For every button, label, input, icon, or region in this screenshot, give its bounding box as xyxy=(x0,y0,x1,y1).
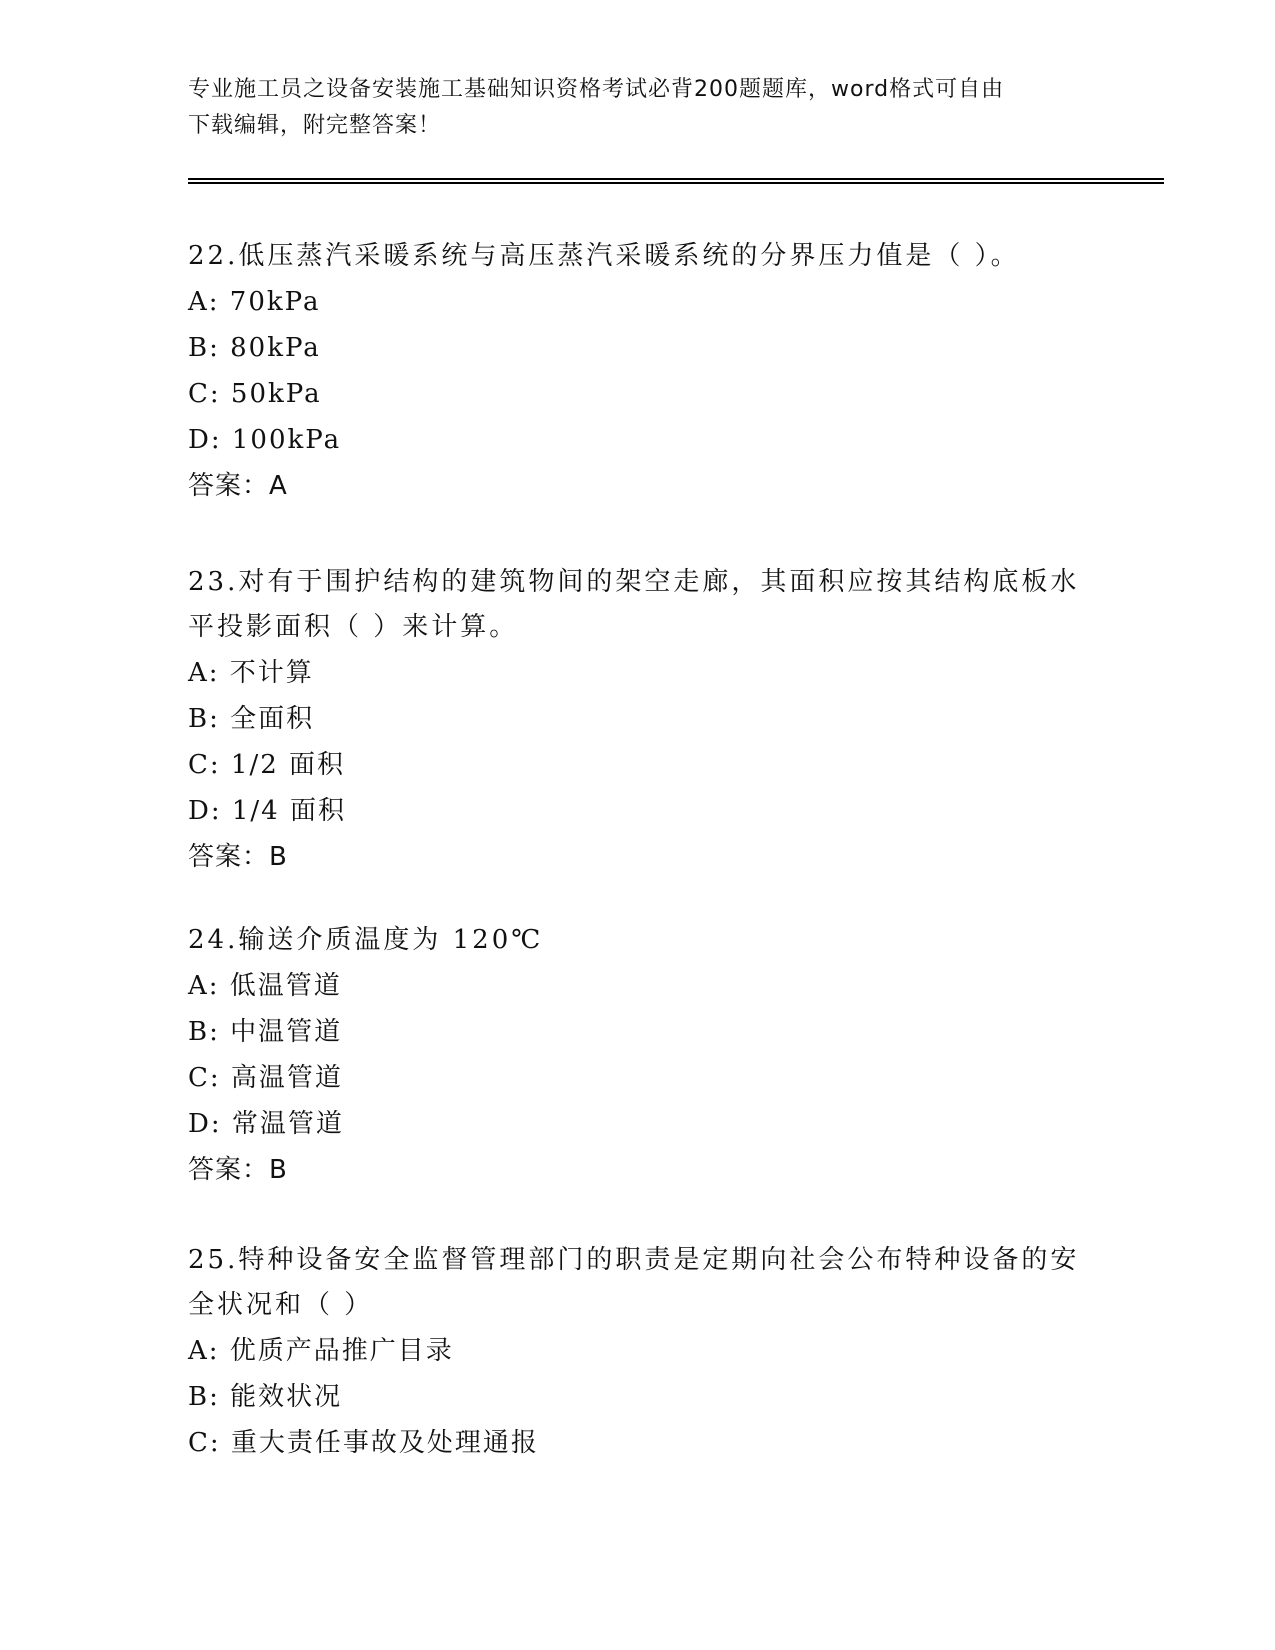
answer-line: 答案：A xyxy=(188,471,288,501)
option-b: B: 全面积 xyxy=(188,704,315,734)
option-b: B: 中温管道 xyxy=(188,1017,343,1047)
option-d: D: 1/4 面积 xyxy=(188,796,346,826)
option-a: A: 优质产品推广目录 xyxy=(188,1336,454,1366)
question-stem: 24.输送介质温度为 120℃ xyxy=(188,925,544,955)
option-c: C: 1/2 面积 xyxy=(188,750,346,780)
option-c: C: 高温管道 xyxy=(188,1063,343,1093)
question-stem-line-2: 平投影面积（ ）来计算。 xyxy=(188,612,519,642)
option-d: D: 常温管道 xyxy=(188,1109,344,1139)
header-line-1: 专业施工员之设备安装施工基础知识资格考试必背200题题库，word格式可自由 xyxy=(188,77,1005,102)
header-divider xyxy=(188,178,1164,184)
answer-line: 答案：B xyxy=(188,842,288,872)
question-stem-line-1: 25.特种设备安全监督管理部门的职责是定期向社会公布特种设备的安 xyxy=(188,1245,1080,1275)
option-b: B: 能效状况 xyxy=(188,1382,343,1412)
header-line-2: 下载编辑，附完整答案！ xyxy=(188,113,442,138)
question-stem: 22.低压蒸汽采暖系统与高压蒸汽采暖系统的分界压力值是（ ）。 xyxy=(188,241,1020,271)
document-header xyxy=(188,72,1088,144)
option-c: C: 50kPa xyxy=(188,379,322,409)
question-stem-line-1: 23.对有于围护结构的建筑物间的架空走廊，其面积应按其结构底板水 xyxy=(188,567,1080,597)
question-25 xyxy=(188,1238,1088,1466)
answer-line: 答案：B xyxy=(188,1155,288,1185)
question-stem-line-2: 全状况和（ ） xyxy=(188,1290,374,1320)
option-a: A: 低温管道 xyxy=(188,971,342,1001)
option-a: A: 不计算 xyxy=(188,658,314,688)
question-24 xyxy=(188,918,1088,1193)
question-23 xyxy=(188,560,1088,880)
option-d: D: 100kPa xyxy=(188,425,342,455)
question-22 xyxy=(188,234,1088,509)
option-a: A: 70kPa xyxy=(188,287,321,317)
option-c: C: 重大责任事故及处理通报 xyxy=(188,1428,539,1458)
option-b: B: 80kPa xyxy=(188,333,321,363)
